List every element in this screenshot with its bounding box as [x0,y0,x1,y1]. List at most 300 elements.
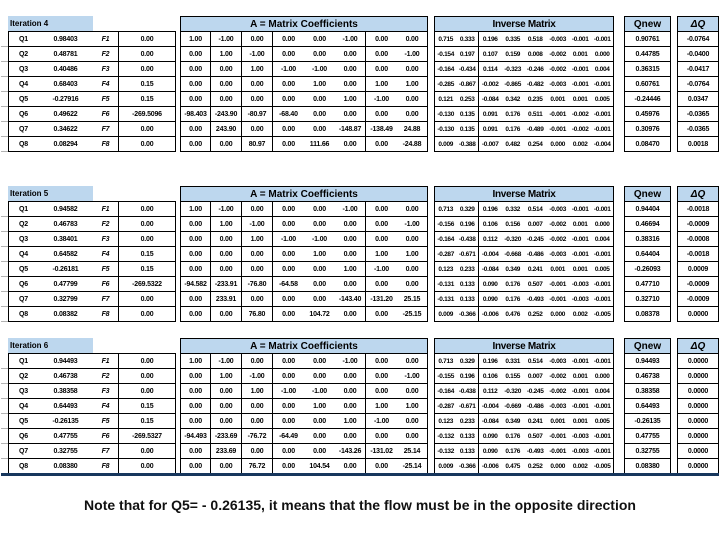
matrix-cell: 0.00 [242,414,273,429]
matrix-cell: 1.00 [366,247,397,262]
dq-value: -0.0764 [677,77,719,92]
matrix-cell: 1.00 [211,217,242,232]
dq-value: 0.0000 [677,354,719,369]
matrix-cell: 0.00 [304,369,335,384]
matrix-cell: -25.14 [397,459,428,474]
inverse-cell: -0.003 [547,354,570,369]
q-value: 0.98403 [38,32,93,47]
matrix-cell: 0.00 [335,137,366,152]
inverse-header: Inverse Matrix [434,338,614,354]
inverse-cell: -0.001 [592,247,615,262]
q-label: Q3 [8,384,38,399]
inverse-cell: -0.131 [434,292,457,307]
inverse-cell: -0.001 [569,399,592,414]
inverse-cell: -0.001 [569,77,592,92]
inverse-cell: -0.084 [479,92,502,107]
matrix-cell: 0.00 [304,202,335,217]
f-value: 0.00 [118,47,176,62]
qnew-value: 0.64493 [624,399,671,414]
matrix-cell: 0.00 [273,354,304,369]
inverse-cell: 0.713 [434,354,457,369]
inverse-cell: -0.245 [524,384,547,399]
f-label: F6 [93,429,118,444]
matrix-cell: -1.00 [242,369,273,384]
inverse-cell: 0.507 [524,277,547,292]
inverse-cell: -0.130 [434,107,457,122]
matrix-cell: 0.00 [397,262,428,277]
f-value: 0.15 [118,92,176,107]
matrix-cell: 0.00 [397,429,428,444]
dq-value: 0.0000 [677,307,719,322]
sheet-edge-cell [1,414,8,429]
dq-value: 0.0000 [677,414,719,429]
matrix-cell: 0.00 [335,47,366,62]
dq-header: ΔQ [677,186,719,202]
matrix-cell: 0.00 [211,232,242,247]
matrix-cell: 0.00 [242,444,273,459]
sheet-edge-cell [1,32,8,47]
q-label: Q6 [8,429,38,444]
qnew-value: 0.44785 [624,47,671,62]
matrix-cell: 0.00 [273,414,304,429]
inverse-cell: 0.196 [457,217,480,232]
inverse-cell: 0.197 [457,47,480,62]
inverse-cell: -0.366 [457,459,480,474]
matrix-cell: 1.00 [242,232,273,247]
inverse-cell: 0.241 [524,262,547,277]
inverse-cell: -0.001 [592,399,615,414]
inverse-cell: 0.475 [502,459,525,474]
matrix-cell: 0.00 [180,459,211,474]
inverse-cell: -0.668 [502,247,525,262]
q-value: 0.40486 [38,62,93,77]
iteration-label: Iteration 5 [8,186,93,202]
matrix-cell: 0.00 [180,307,211,322]
matrix-cell: 0.00 [366,217,397,232]
f-value: -269.5096 [118,107,176,122]
inverse-cell: -0.865 [502,77,525,92]
matrix-cell: 0.00 [366,429,397,444]
inverse-cell: 0.005 [592,92,615,107]
f-label: F1 [93,202,118,217]
matrix-cell: 0.00 [304,414,335,429]
matrix-cell: 0.00 [304,277,335,292]
inverse-cell: -0.482 [524,77,547,92]
dq-value: 0.0000 [677,429,719,444]
inverse-cell: -0.486 [524,399,547,414]
inverse-cell: 0.000 [547,137,570,152]
matrix-cell: 0.00 [242,247,273,262]
inverse-cell: 0.001 [569,217,592,232]
inverse-cell: -0.320 [502,232,525,247]
f-label: F6 [93,277,118,292]
sheet-edge-cell [1,137,8,152]
inverse-cell: -0.155 [434,369,457,384]
q-label: Q5 [8,92,38,107]
matrix-cell: -1.00 [304,62,335,77]
iteration-4-table [1,16,719,152]
matrix-cell: 76.72 [242,459,273,474]
inverse-cell: -0.164 [434,384,457,399]
matrix-cell: 0.00 [397,354,428,369]
q-label: Q7 [8,444,38,459]
matrix-cell: 0.00 [304,47,335,62]
matrix-cell: 0.00 [211,459,242,474]
matrix-cell: -25.15 [397,307,428,322]
q-label: Q6 [8,107,38,122]
inverse-cell: 0.135 [457,122,480,137]
inverse-cell: -0.007 [479,137,502,152]
matrix-cell: 0.00 [397,232,428,247]
q-label: Q8 [8,459,38,474]
inverse-cell: -0.001 [592,122,615,137]
matrix-cell: -1.00 [211,32,242,47]
sheet-edge-cell [1,217,8,232]
matrix-cell: 0.00 [211,414,242,429]
inverse-cell: 0.001 [569,414,592,429]
inverse-cell: -0.084 [479,414,502,429]
f-value: 0.15 [118,247,176,262]
sheet-edge-cell [1,122,8,137]
f-label: F3 [93,384,118,399]
matrix-cell: 0.00 [273,32,304,47]
matrix-cell: 0.00 [180,77,211,92]
matrix-cell: -1.00 [397,217,428,232]
f-label: F7 [93,122,118,137]
inverse-cell: -0.671 [457,247,480,262]
matrix-cell: -148.87 [335,122,366,137]
matrix-cell: 1.00 [335,262,366,277]
matrix-cell: 0.00 [304,217,335,232]
matrix-cell: 0.00 [366,459,397,474]
inverse-cell: -0.001 [569,62,592,77]
inverse-cell: -0.001 [547,122,570,137]
matrix-cell: 0.00 [397,107,428,122]
dq-value: -0.0365 [677,122,719,137]
matrix-cell: 0.00 [366,307,397,322]
inverse-cell: -0.287 [434,247,457,262]
inverse-cell: -0.001 [592,277,615,292]
matrix-cell: 0.00 [211,247,242,262]
dq-value: -0.0018 [677,247,719,262]
matrix-cell: 0.00 [335,62,366,77]
inverse-header: Inverse Matrix [434,186,614,202]
matrix-cell: 1.00 [211,369,242,384]
q-value: 0.49622 [38,107,93,122]
matrix-cell: 0.00 [335,77,366,92]
matrix-cell: -1.00 [335,32,366,47]
sheet-edge-cell [1,429,8,444]
dq-value: 0.0009 [677,262,719,277]
iteration-5-table [1,186,719,322]
inverse-cell: 0.001 [569,369,592,384]
matrix-cell: 0.00 [180,414,211,429]
f-value: 0.00 [118,202,176,217]
inverse-cell: -0.164 [434,62,457,77]
qnew-header: Qnew [624,186,671,202]
matrix-cell: 0.00 [335,247,366,262]
matrix-cell: 243.90 [211,122,242,137]
inverse-cell: 0.090 [479,444,502,459]
matrix-cell: 1.00 [397,399,428,414]
matrix-cell: 0.00 [180,232,211,247]
matrix-cell: -1.00 [273,62,304,77]
matrix-cell: -1.00 [242,47,273,62]
qnew-value: 0.32710 [624,292,671,307]
q-value: -0.27916 [38,92,93,107]
matrix-cell: 0.00 [366,202,397,217]
inverse-cell: -0.246 [524,62,547,77]
matrix-cell: 0.00 [366,232,397,247]
q-label: Q6 [8,277,38,292]
dq-value: -0.0417 [677,62,719,77]
inverse-cell: 0.507 [524,429,547,444]
qnew-value: 0.30976 [624,122,671,137]
qnew-value: 0.36315 [624,62,671,77]
matrix-cell: -143.26 [335,444,366,459]
matrix-cell: 1.00 [180,202,211,217]
f-label: F7 [93,444,118,459]
qnew-value: -0.24446 [624,92,671,107]
matrix-cell: 0.00 [211,262,242,277]
inverse-cell: 0.176 [502,292,525,307]
matrix-cell: 0.00 [335,384,366,399]
matrix-cell: -131.20 [366,292,397,307]
matrix-cell: 0.00 [366,32,397,47]
matrix-cell: 0.00 [180,399,211,414]
matrix-cell: 0.00 [335,232,366,247]
q-value: -0.26181 [38,262,93,277]
iteration-6-table [1,338,719,476]
matrix-cell: 0.00 [273,202,304,217]
inverse-cell: 0.000 [592,217,615,232]
f-value: 0.15 [118,399,176,414]
matrix-cell: 24.88 [397,122,428,137]
qnew-value: 0.46694 [624,217,671,232]
inverse-cell: -0.003 [547,77,570,92]
q-label: Q4 [8,77,38,92]
matrix-cell: 1.00 [335,92,366,107]
f-label: F2 [93,217,118,232]
sheet-edge-cell [1,277,8,292]
matrix-cell: 0.00 [397,414,428,429]
matrix-cell: 0.00 [335,429,366,444]
sheet-edge-cell [1,292,8,307]
inverse-cell: 0.349 [502,414,525,429]
inverse-cell: 0.254 [524,137,547,152]
matrix-cell: 0.00 [180,384,211,399]
inverse-cell: 0.106 [479,217,502,232]
inverse-cell: -0.154 [434,47,457,62]
matrix-cell: 1.00 [304,77,335,92]
corner-spacer [1,186,8,202]
inverse-cell: 0.159 [502,47,525,62]
dq-value: -0.0764 [677,32,719,47]
matrix-cell: 111.66 [304,137,335,152]
inverse-cell: 0.107 [479,47,502,62]
sheet-edge-cell [1,354,8,369]
sheet-edge-cell [1,92,8,107]
inverse-cell: -0.003 [547,247,570,262]
inverse-cell: 0.090 [479,277,502,292]
q-label: Q8 [8,137,38,152]
qnew-value: 0.90761 [624,32,671,47]
inverse-cell: 0.001 [547,414,570,429]
matrix-cell: 0.00 [335,107,366,122]
f-label: F8 [93,307,118,322]
f-value: 0.00 [118,62,176,77]
f-value: 0.15 [118,414,176,429]
inverse-cell: 0.008 [524,47,547,62]
q-label: Q2 [8,47,38,62]
qnew-value: 0.46738 [624,369,671,384]
sheet-edge-cell [1,262,8,277]
inverse-cell: 0.009 [434,137,457,152]
f-label: F8 [93,137,118,152]
f-label: F4 [93,247,118,262]
inverse-cell: -0.323 [502,62,525,77]
inverse-cell: -0.130 [434,122,457,137]
inverse-cell: -0.001 [569,232,592,247]
flow-header-spacer [93,16,176,32]
matrix-cell: 1.00 [304,399,335,414]
matrix-cell: 0.00 [397,32,428,47]
matrix-cell: -80.97 [242,107,273,122]
inverse-cell: 0.004 [592,62,615,77]
inverse-cell: 0.005 [592,414,615,429]
inverse-cell: -0.003 [569,429,592,444]
matrix-cell: 0.00 [180,122,211,137]
q-value: 0.94493 [38,354,93,369]
matrix-cell: 0.00 [273,47,304,62]
matrix-cell: 233.69 [211,444,242,459]
inverse-cell: 0.001 [547,92,570,107]
f-label: F1 [93,32,118,47]
inverse-cell: -0.003 [569,444,592,459]
qnew-value: 0.94493 [624,354,671,369]
matrix-cell: 0.00 [242,292,273,307]
matrix-cell: -1.00 [397,369,428,384]
matrix-cell: 0.00 [211,92,242,107]
q-label: Q7 [8,122,38,137]
inverse-cell: -0.001 [569,32,592,47]
matrix-cell: 0.00 [180,62,211,77]
dq-value: -0.0365 [677,107,719,122]
inverse-cell: 0.000 [592,369,615,384]
matrix-cell: 1.00 [242,62,273,77]
dq-value: -0.0009 [677,217,719,232]
matrix-cell: 0.00 [211,307,242,322]
inverse-cell: 0.133 [457,429,480,444]
dq-value: 0.0000 [677,369,719,384]
inverse-cell: -0.388 [457,137,480,152]
inverse-cell: -0.002 [547,384,570,399]
inverse-cell: -0.245 [524,232,547,247]
matrix-cell: 0.00 [335,217,366,232]
matrix-cell: 0.00 [335,459,366,474]
inverse-cell: -0.004 [479,399,502,414]
inverse-cell: -0.005 [592,459,615,474]
matrix-header: A = Matrix Coefficients [180,186,428,202]
inverse-cell: 0.476 [502,307,525,322]
inverse-cell: -0.003 [547,32,570,47]
matrix-cell: 0.00 [242,202,273,217]
f-value: 0.00 [118,307,176,322]
inverse-cell: -0.001 [592,354,615,369]
inverse-cell: -0.285 [434,77,457,92]
matrix-cell: 0.00 [180,444,211,459]
f-value: 0.00 [118,459,176,474]
inverse-cell: 0.331 [502,354,525,369]
matrix-cell: 76.80 [242,307,273,322]
iteration-label: Iteration 6 [8,338,93,354]
sheet-edge-cell [1,384,8,399]
f-label: F5 [93,262,118,277]
matrix-cell: -131.02 [366,444,397,459]
matrix-cell: 0.00 [397,62,428,77]
q-value: 0.38358 [38,384,93,399]
matrix-cell: 0.00 [304,92,335,107]
inverse-cell: -0.001 [592,107,615,122]
inverse-cell: 0.233 [457,262,480,277]
inverse-cell: 0.342 [502,92,525,107]
qnew-value: 0.08380 [624,459,671,474]
inverse-cell: 0.329 [457,202,480,217]
q-label: Q5 [8,262,38,277]
q-value: 0.34622 [38,122,93,137]
matrix-cell: 0.00 [366,137,397,152]
matrix-cell: 80.97 [242,137,273,152]
matrix-cell: 0.00 [366,47,397,62]
matrix-cell: 1.00 [397,77,428,92]
matrix-cell: -1.00 [304,232,335,247]
matrix-cell: 0.00 [242,77,273,92]
f-value: -269.5327 [118,429,176,444]
f-value: 0.00 [118,444,176,459]
matrix-cell: 0.00 [366,369,397,384]
inverse-cell: 0.482 [502,137,525,152]
f-value: 0.00 [118,32,176,47]
f-value: 0.15 [118,77,176,92]
inverse-cell: -0.001 [569,202,592,217]
q-label: Q1 [8,32,38,47]
inverse-cell: 0.329 [457,354,480,369]
dq-value: -0.0008 [677,232,719,247]
inverse-cell: 0.007 [524,217,547,232]
q-value: 0.94582 [38,202,93,217]
matrix-cell: 0.00 [273,292,304,307]
inverse-cell: -0.002 [547,62,570,77]
inverse-cell: 0.000 [547,307,570,322]
inverse-cell: 0.001 [569,92,592,107]
inverse-cell: 0.715 [434,32,457,47]
sheet-edge-cell [1,444,8,459]
inverse-cell: -0.003 [569,277,592,292]
inverse-cell: 0.156 [502,217,525,232]
inverse-cell: -0.001 [547,107,570,122]
f-label: F2 [93,369,118,384]
matrix-cell: 0.00 [273,217,304,232]
dq-value: 0.0000 [677,444,719,459]
inverse-cell: -0.164 [434,232,457,247]
dq-value: -0.0400 [677,47,719,62]
matrix-cell: 0.00 [273,369,304,384]
sheet-edge-cell [1,62,8,77]
matrix-cell: -1.00 [211,202,242,217]
matrix-cell: -143.40 [335,292,366,307]
inverse-cell: 0.000 [547,459,570,474]
matrix-cell: 0.00 [273,122,304,137]
